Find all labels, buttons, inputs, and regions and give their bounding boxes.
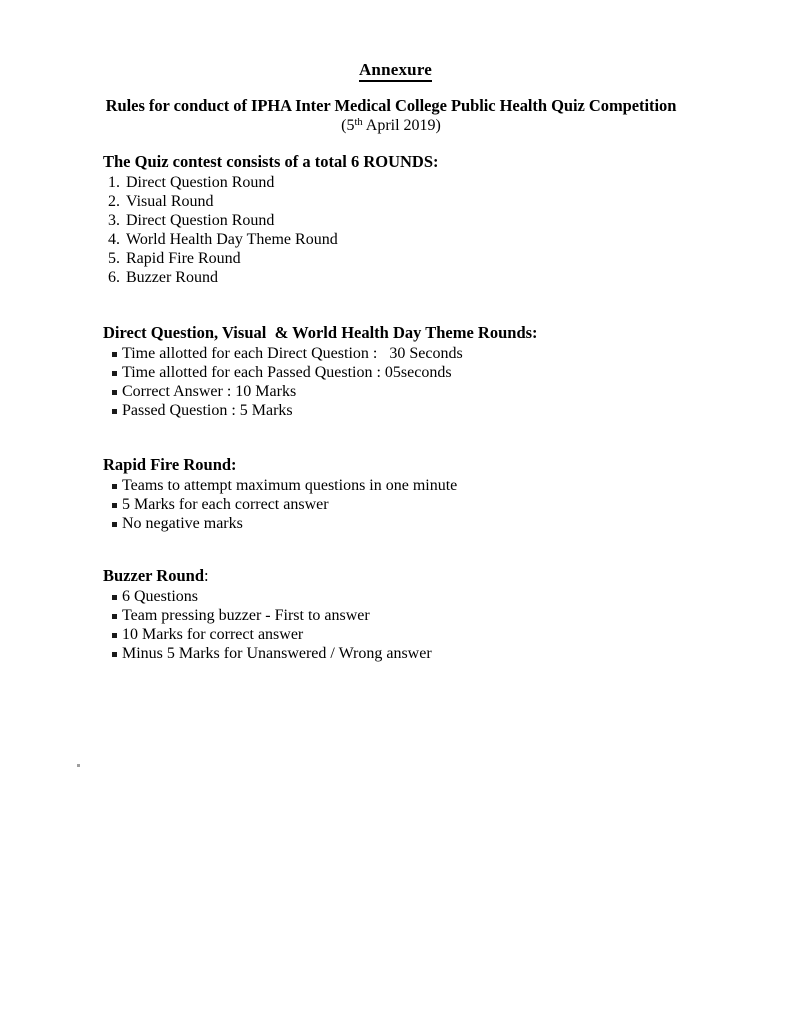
list-item: [103, 625, 432, 644]
list-item-label: Correct Answer : 10 Marks: [122, 383, 297, 400]
list-item-label: No negative marks: [122, 515, 243, 532]
square-bullet-icon: [112, 484, 117, 489]
list-item: [103, 192, 439, 211]
list-item-number: 4.: [108, 231, 120, 248]
square-bullet-icon: [112, 595, 117, 600]
section-rounds-heading: The Quiz contest consists of a total 6 ROUNDS:: [103, 152, 439, 171]
square-bullet-icon: [112, 409, 117, 414]
list-item: [103, 644, 432, 663]
square-bullet-icon: [112, 522, 117, 527]
date-prefix: (5: [341, 117, 355, 134]
page-title-text: Annexure: [359, 60, 432, 82]
section-buzzer: [103, 566, 432, 663]
list-item-label: Teams to attempt maximum questions in one minute: [122, 477, 458, 494]
rounds-list: [103, 173, 439, 287]
square-bullet-icon: [112, 614, 117, 619]
square-bullet-icon: [112, 652, 117, 657]
list-item-label: Passed Question : 5 Marks: [122, 402, 293, 419]
section-buzzer-heading-text: Buzzer Round: [103, 566, 204, 585]
list-item-label: Team pressing buzzer - First to answer: [122, 607, 370, 624]
list-item-label: Time allotted for each Passed Question : 05seconds: [122, 364, 452, 381]
list-item-label: World Health Day Theme Round: [126, 231, 338, 248]
list-item-label: Buzzer Round: [126, 269, 218, 286]
list-item: [103, 363, 538, 382]
document-subtitle: Rules for conduct of IPHA Inter Medical College Public Health Quiz Competition: [105, 96, 677, 115]
list-item: [103, 249, 439, 268]
list-item-label: Visual Round: [126, 193, 214, 210]
direct-rules-list: [103, 344, 538, 420]
date-ordinal-suffix: th: [354, 117, 363, 128]
square-bullet-icon: [112, 371, 117, 376]
list-item: [103, 382, 538, 401]
list-item-label: Minus 5 Marks for Unanswered / Wrong answer: [122, 645, 432, 662]
list-item: [103, 476, 457, 495]
list-item: [103, 587, 432, 606]
document-date: [103, 117, 679, 135]
list-item: [103, 230, 439, 249]
list-item: [103, 344, 538, 363]
list-item: [103, 606, 432, 625]
section-rapid-heading: Rapid Fire Round:: [103, 455, 237, 474]
square-bullet-icon: [112, 390, 117, 395]
square-bullet-icon: [112, 633, 117, 638]
page-title: [0, 60, 791, 80]
list-item: [103, 495, 457, 514]
rapid-fire-rules-list: [103, 476, 457, 533]
scan-artifact-dot: [77, 764, 80, 767]
list-item-number: 3.: [108, 212, 120, 229]
list-item-label: Direct Question Round: [126, 174, 275, 191]
list-item-label: Time allotted for each Direct Question : 30 Seconds: [122, 345, 463, 362]
section-buzzer-heading-colon: :: [204, 566, 209, 585]
list-item: [103, 211, 439, 230]
section-rounds: [103, 152, 439, 287]
list-item: [103, 268, 439, 287]
section-rapid-fire: [103, 455, 457, 533]
square-bullet-icon: [112, 503, 117, 508]
list-item: [103, 514, 457, 533]
date-suffix: April 2019): [362, 117, 441, 134]
list-item-number: 6.: [108, 269, 120, 286]
list-item-number: 1.: [108, 174, 120, 191]
list-item-label: 6 Questions: [122, 588, 198, 605]
square-bullet-icon: [112, 352, 117, 357]
list-item: [103, 173, 439, 192]
list-item-label: 10 Marks for correct answer: [122, 626, 304, 643]
list-item-number: 2.: [108, 193, 120, 210]
list-item-label: 5 Marks for each correct answer: [122, 496, 329, 513]
section-direct-heading: Direct Question, Visual & World Health Day Theme Rounds:: [103, 323, 538, 342]
list-item: [103, 401, 538, 420]
list-item-number: 5.: [108, 250, 120, 267]
buzzer-rules-list: [103, 587, 432, 663]
section-buzzer-heading: [103, 566, 432, 585]
list-item-label: Rapid Fire Round: [126, 250, 241, 267]
section-direct-visual-theme: [103, 323, 538, 420]
list-item-label: Direct Question Round: [126, 212, 275, 229]
